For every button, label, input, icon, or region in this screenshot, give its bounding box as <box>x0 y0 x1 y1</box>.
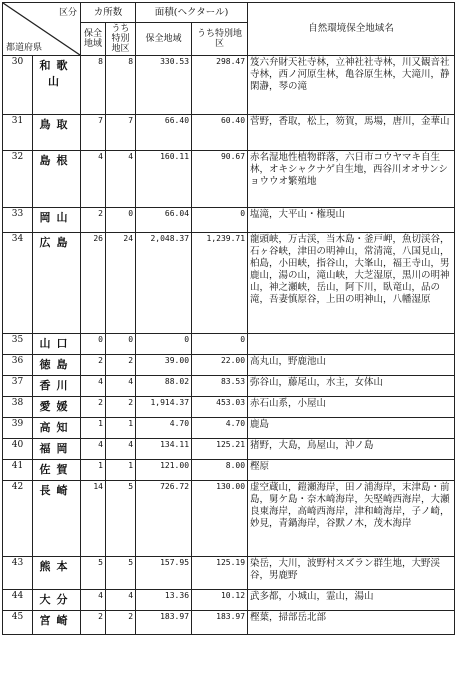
prefecture-name: 熊本 <box>33 557 81 590</box>
special-area-value: 83.53 <box>192 376 248 397</box>
table-row <box>3 397 455 418</box>
site-count: 1 <box>81 418 106 439</box>
area-value: 39.00 <box>136 355 192 376</box>
special-site-count: 7 <box>106 115 136 151</box>
area-value: 66.04 <box>136 208 192 233</box>
prefecture-name: 高知 <box>33 418 81 439</box>
special-site-count: 2 <box>106 355 136 376</box>
area-value: 1,914.37 <box>136 397 192 418</box>
special-site-count: 1 <box>106 460 136 481</box>
corner-header-cell <box>3 3 81 56</box>
area-value: 160.11 <box>136 151 192 208</box>
corner-category-label: 区分 <box>58 8 77 18</box>
area-group-header: 面積(ヘクタール) <box>136 3 248 23</box>
prefecture-name: 山口 <box>33 334 81 355</box>
area-special-header: うち特別地区 <box>192 23 248 56</box>
table-row <box>3 151 455 208</box>
prefecture-name: 福岡 <box>33 439 81 460</box>
table-row <box>3 418 455 439</box>
special-site-count: 5 <box>106 481 136 557</box>
prefecture-name: 鳥取 <box>33 115 81 151</box>
special-site-count: 2 <box>106 611 136 635</box>
special-area-value: 298.47 <box>192 56 248 115</box>
area-names: 赤名湿地性植物群落，六日市コウヤマキ自生林，オキシャクナゲ自生地，西谷川オオサンショウウオ繁殖地 <box>248 151 455 208</box>
table-row <box>3 439 455 460</box>
table-row <box>3 233 455 334</box>
row-number: 38 <box>3 397 33 418</box>
site-count: 14 <box>81 481 106 557</box>
row-number: 36 <box>3 355 33 376</box>
special-site-count: 4 <box>106 151 136 208</box>
prefecture-name: 愛媛 <box>33 397 81 418</box>
row-number: 32 <box>3 151 33 208</box>
area-names <box>248 334 455 355</box>
area-names: 猪野，大島，鳥屋山，沖ノ島 <box>248 439 455 460</box>
row-number: 44 <box>3 590 33 611</box>
site-count: 2 <box>81 208 106 233</box>
area-names: 笈六弁財天社寺林，立神社社寺林，川又観音社寺林，西ノ河原生林，亀谷原生林，大滝川，静閑瀞，琴の滝 <box>248 56 455 115</box>
special-site-count: 0 <box>106 334 136 355</box>
special-site-count: 8 <box>106 56 136 115</box>
area-names: 鹿島 <box>248 418 455 439</box>
area-value: 157.95 <box>136 557 192 590</box>
area-names: 龍頭峡，万古渓，当木島・釜戸岬，魚切渓谷，石ヶ谷峡，津田の明神山，常清滝，八国見山，柏島，小田峡，指谷山，大峯山，福王寺山，男鹿山，湯の山，滝山峡，大芝湿原，黒川の明神山，神之瀬峡，岳山，阿下川，臥竜山，品の滝，吾妻慎原谷，上田の明神山，八幡湿原 <box>248 233 455 334</box>
area-value: 0 <box>136 334 192 355</box>
special-area-value: 183.97 <box>192 611 248 635</box>
area-names: 高丸山，野鹿池山 <box>248 355 455 376</box>
table-row <box>3 355 455 376</box>
area-value: 183.97 <box>136 611 192 635</box>
special-area-value: 125.21 <box>192 439 248 460</box>
row-number: 43 <box>3 557 33 590</box>
area-value: 13.36 <box>136 590 192 611</box>
area-names: 染岳，大川，波野村スズラン群生地，大野渓谷，男鹿野 <box>248 557 455 590</box>
prefecture-name: 徳島 <box>33 355 81 376</box>
table-row <box>3 460 455 481</box>
row-number: 31 <box>3 115 33 151</box>
special-area-value: 0 <box>192 208 248 233</box>
prefecture-name: 島根 <box>33 151 81 208</box>
names-header: 自然環境保全地域名 <box>248 3 455 56</box>
site-count: 4 <box>81 151 106 208</box>
special-area-value: 0 <box>192 334 248 355</box>
area-value: 134.11 <box>136 439 192 460</box>
site-count: 5 <box>81 557 106 590</box>
special-area-value: 453.03 <box>192 397 248 418</box>
special-area-value: 90.67 <box>192 151 248 208</box>
area-total-header: 保全地域 <box>136 23 192 56</box>
table-row <box>3 557 455 590</box>
corner-prefecture-label: 都道府県 <box>6 43 43 53</box>
prefecture-name: 和歌山 <box>33 56 81 115</box>
table-row <box>3 376 455 397</box>
site-count: 7 <box>81 115 106 151</box>
row-number: 34 <box>3 233 33 334</box>
special-site-count: 24 <box>106 233 136 334</box>
special-area-value: 60.40 <box>192 115 248 151</box>
area-names: 弥谷山，藤尾山，水主，女体山 <box>248 376 455 397</box>
prefecture-name: 宮崎 <box>33 611 81 635</box>
special-area-value: 1,239.71 <box>192 233 248 334</box>
area-value: 121.00 <box>136 460 192 481</box>
table-row <box>3 56 455 115</box>
special-area-value: 10.12 <box>192 590 248 611</box>
site-count: 2 <box>81 397 106 418</box>
site-count: 4 <box>81 439 106 460</box>
row-number: 40 <box>3 439 33 460</box>
table-row <box>3 611 455 635</box>
row-number: 39 <box>3 418 33 439</box>
row-number: 37 <box>3 376 33 397</box>
special-site-count: 4 <box>106 376 136 397</box>
conservation-area-table <box>2 2 455 635</box>
area-names: 樫原 <box>248 460 455 481</box>
area-names: 塩滝，大平山・権現山 <box>248 208 455 233</box>
row-number: 41 <box>3 460 33 481</box>
area-value: 66.40 <box>136 115 192 151</box>
count-special-header: うち特別地区 <box>106 23 136 56</box>
area-value: 88.02 <box>136 376 192 397</box>
special-site-count: 5 <box>106 557 136 590</box>
special-area-value: 22.00 <box>192 355 248 376</box>
special-area-value: 125.19 <box>192 557 248 590</box>
area-value: 726.72 <box>136 481 192 557</box>
area-value: 4.70 <box>136 418 192 439</box>
special-site-count: 2 <box>106 397 136 418</box>
row-number: 42 <box>3 481 33 557</box>
prefecture-name: 広島 <box>33 233 81 334</box>
table-row <box>3 590 455 611</box>
area-names: 菅野，香取，松上，笏賀，馬場，唐川，金華山 <box>248 115 455 151</box>
area-names: 虚空蔵山，鎧瀬海岸，田ノ浦海岸，末津島・前島，舅ケ島・奈木崎海岸，矢堅崎西海岸，大瀬良東海岸，高崎西海岸，津和崎海岸，子ノ崎，妙見，青鍋海岸，谷默ノ木，茂木海岸 <box>248 481 455 557</box>
special-site-count: 0 <box>106 208 136 233</box>
site-count: 26 <box>81 233 106 334</box>
site-count: 2 <box>81 611 106 635</box>
count-group-header: カ所数 <box>81 3 136 23</box>
site-count: 4 <box>81 590 106 611</box>
site-count: 2 <box>81 355 106 376</box>
table-row <box>3 481 455 557</box>
special-area-value: 130.00 <box>192 481 248 557</box>
table-row <box>3 115 455 151</box>
special-site-count: 4 <box>106 439 136 460</box>
row-number: 30 <box>3 56 33 115</box>
special-area-value: 4.70 <box>192 418 248 439</box>
table-row <box>3 208 455 233</box>
row-number: 35 <box>3 334 33 355</box>
special-site-count: 4 <box>106 590 136 611</box>
prefecture-name: 長崎 <box>33 481 81 557</box>
area-value: 330.53 <box>136 56 192 115</box>
area-names: 赤石山系，小屋山 <box>248 397 455 418</box>
area-names: 武多都，小城山，霊山，湯山 <box>248 590 455 611</box>
prefecture-name: 岡山 <box>33 208 81 233</box>
row-number: 45 <box>3 611 33 635</box>
area-value: 2,048.37 <box>136 233 192 334</box>
table-row <box>3 334 455 355</box>
area-names: 樫葉，掃部岳北部 <box>248 611 455 635</box>
prefecture-name: 香川 <box>33 376 81 397</box>
prefecture-name: 佐賀 <box>33 460 81 481</box>
special-site-count: 1 <box>106 418 136 439</box>
prefecture-name: 大分 <box>33 590 81 611</box>
special-area-value: 8.00 <box>192 460 248 481</box>
count-total-header: 保全地域 <box>81 23 106 56</box>
site-count: 8 <box>81 56 106 115</box>
row-number: 33 <box>3 208 33 233</box>
site-count: 0 <box>81 334 106 355</box>
site-count: 1 <box>81 460 106 481</box>
site-count: 4 <box>81 376 106 397</box>
